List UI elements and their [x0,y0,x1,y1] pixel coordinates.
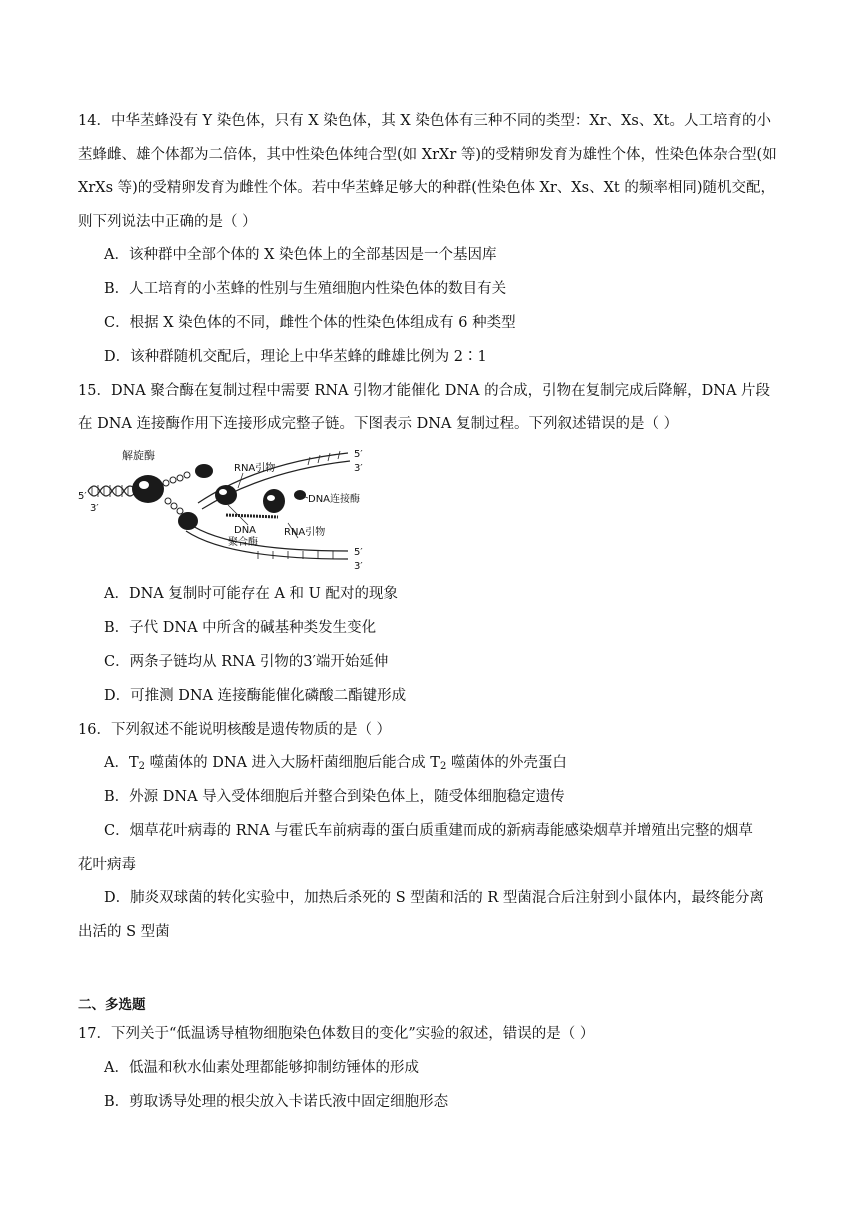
q14-option-b: B．人工培育的小苤蜂的性别与生殖细胞内性染色体的数目有关 [104,281,507,297]
rna-primer-segment [226,515,278,517]
section-title-multiple-choice: 二、多选题 [78,997,146,1013]
q16-option-d-line-1: D．肺炎双球菌的转化实验中，加热后杀死的 S 型菌和活的 R 型菌混合后注射到小鼠体内，最终能分离 [104,890,764,906]
dna-replication-diagram [78,443,378,573]
q15-option-a: A．DNA 复制时可能存在 A 和 U 配对的现象 [104,586,398,602]
q14-stem-line-4: 则下列说法中正确的是（ ） [78,214,257,230]
label-three-prime-top: 3′ [354,463,363,474]
q16-option-a: A．$T_2$ 噬菌体的 DNA 进入大肠杆菌细胞后能合成 $T_2$ 噬菌体的外壳蛋白 [104,755,567,772]
q14-option-c: C．根据 X 染色体的不同，雌性个体的性染色体组成有 6 种类型 [104,315,516,331]
q17-option-a: A．低温和秋水仙素处理都能够抑制纺锤体的形成 [104,1060,419,1076]
label-five-prime-top: 5′ [354,449,363,460]
q15-option-b: B．子代 DNA 中所含的碱基种类发生变化 [104,620,377,636]
protein-chain [163,472,190,514]
q17-stem: 17．下列关于“低温诱导植物细胞染色体数目的变化”实验的叙述，错误的是（ ） [78,1026,595,1042]
q14-stem-line-2: 苤蜂雌、雄个体都为二倍体，其中性染色体纯合型(如 XrXr 等)的受精卵发育为雄性个体，性染色体杂合型(如 [78,147,777,163]
q16-option-c-line-1: C．烟草花叶病毒的 RNA 与霍氏车前病毒的蛋白质重建而成的新病毒能感染烟草并增殖出完整的烟草 [104,823,753,839]
q15-stem-line-1: 15．DNA 聚合酶在复制过程中需要 RNA 引物才能催化 DNA 的合成，引物在复制完成后降解，DNA 片段 [78,383,771,399]
q15-option-c: C．两条子链均从 RNA 引物的3′端开始延伸 [104,654,389,670]
q15-option-d: D．可推测 DNA 连接酶能催化磷酸二酯键形成 [104,688,407,704]
label-dna-polymerase-2: 聚合酶 [228,537,258,548]
q16-stem: 16．下列叙述不能说明核酸是遗传物质的是（ ） [78,722,392,738]
label-three-prime-bottom: 3′ [354,561,363,572]
q14-option-d: D．该种群随机交配后，理论上中华苤蜂的雌雄比例为 2∶1 [104,349,487,365]
enzyme-blobs [132,464,306,530]
label-five-prime-left: 5′ [78,491,87,502]
label-dna-ligase: DNA连接酶 [308,494,361,505]
label-three-prime-left: 3′ [90,503,99,514]
label-rna-primer-top: RNA引物 [234,463,276,474]
q16-option-d-line-2: 出活的 S 型菌 [78,924,170,940]
label-dna-polymerase-1: DNA [234,525,257,536]
q14-stem-line-1: 14．中华苤蜂没有 Y 染色体，只有 X 染色体，其 X 染色体有三种不同的类型：Xr、Xs、Xt。人工培育的小 [78,113,771,129]
label-helicase: 解旋酶 [122,449,155,462]
q17-option-b: B．剪取诱导处理的根尖放入卡诺氏液中固定细胞形态 [104,1094,449,1110]
q16-option-c-line-2: 花叶病毒 [78,857,136,873]
q15-stem-line-2: 在 DNA 连接酶作用下连接形成完整子链。下图表示 DNA 复制过程。下列叙述错误的是（ ） [78,416,679,432]
label-rna-primer-bottom: RNA引物 [284,527,326,538]
double-helix [88,485,136,497]
label-five-prime-bottom: 5′ [354,547,363,558]
q14-option-a: A．该种群中全部个体的 X 染色体上的全部基因是一个基因库 [104,247,497,263]
q14-stem-line-3: XrXs 等)的受精卵发育为雌性个体。若中华苤蜂足够大的种群(性染色体 Xr、Xs、Xt 的频率相同)随机交配， [78,180,775,196]
q16-option-b: B．外源 DNA 导入受体细胞后并整合到染色体上，随受体细胞稳定遗传 [104,789,565,805]
